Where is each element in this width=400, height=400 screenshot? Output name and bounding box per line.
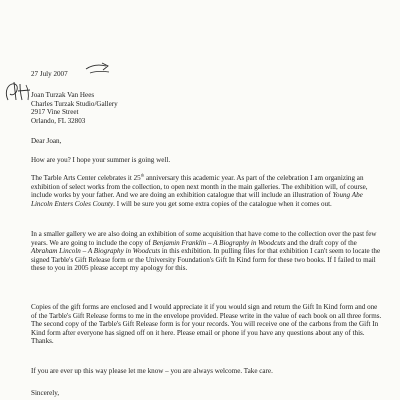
recipient-name: Joan Turzak Van Hees [31,91,95,99]
salutation: Dear Joan, [31,137,62,145]
letter-date: 27 July 2007 [31,70,68,78]
recipient-street: 2917 Vine Street [31,108,79,116]
recipient-city: Orlando, FL 32803 [31,116,86,125]
paragraph-acquisitions: In a smaller gallery we are also doing an exhibition of some acquisition that have come to the collection over the past few years. We are going to include the copy of Benjamin Franklin – A Biography in Woodcuts and the draft copy of the Abraham Lincoln – A Biography in Woodcuts in this exhibition. In pulling files for that exhibition I can't seem to locate the signed Tarble's Gift Release form or the University Foundation's Gift In Kind form for these two books. If I failed to mail these to you in 2005 please accept my apology for this. [31,230,381,273]
closing: Sincerely, [31,389,60,397]
recipient-org: Charles Turzak Studio/Gallery [31,99,118,108]
paragraph-gift-forms: Copies of the gift forms are enclosed and I would appreciate it if you would sign and return the Gift In Kind form and one of the Tarble's Gift Release forms to me in the envelope provided. Please write in the value of each book on all three forms. The second copy of the Tarble's Gift Release form is for your records. You will receive one of the carbons from the Gift In Kind form after everyone has signed off on it here. Please email or phone if you have any questions about any of this. Thanks. [31,303,382,346]
paragraph-anniversary: The Tarble Arts Center celebrates it 25th anniversary this academic year. As part of the celebration I am organizing an exhibition of select works from the collection, to open next month in the main galleries. The exhibition will, of course, include works by your father. And we are doing an exhibition catalogue that will include an illustration of Young Abe Lincoln Enters Coles County. I will be sure you get some extra copies of the catalogue when it comes out. [31,172,368,208]
opening-line: How are you? I hope your summer is going well. [31,156,171,164]
paragraph-welcome: If you are ever up this way please let me know – you are always welcome. Take care. [31,367,273,375]
